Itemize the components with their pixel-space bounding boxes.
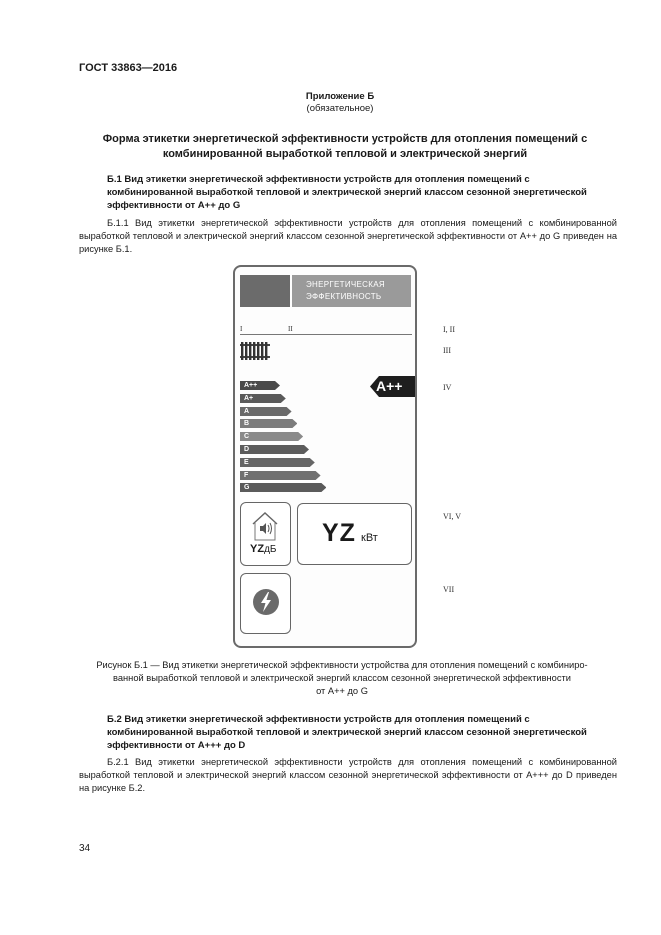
electricity-icon	[252, 588, 280, 616]
power-value: YZ	[322, 519, 356, 547]
scale-label-5: D	[244, 446, 250, 453]
side-mark-2: III	[443, 346, 451, 355]
noise-house-icon	[251, 510, 279, 542]
side-mark-4: VI, V	[443, 512, 462, 521]
section-b2-paragraph: Б.2.1 Вид этикетки энергетической эффективности устройств для отопления помещений с комбинированной выработкой тепловой и электрической энергий классом сезонной энергетической эффективности от А+++ до D приведен на рисунке Б.2.	[79, 757, 617, 793]
scale-label-6: E	[244, 458, 249, 466]
supplier-mark: I	[240, 325, 243, 333]
scale-label-1: A+	[244, 394, 254, 402]
power-unit: кВт	[361, 532, 378, 544]
noise-value: YZдБ	[250, 543, 277, 555]
scale-arrow-6	[240, 458, 315, 467]
scale-arrow-7	[240, 471, 321, 480]
page-number: 34	[79, 843, 91, 854]
scale-label-3: B	[244, 420, 250, 428]
scale-arrow-8	[240, 483, 326, 492]
scale-label-2: A	[244, 407, 250, 415]
standard-number: ГОСТ 33863—2016	[79, 62, 178, 74]
section-b2-heading: Б.2 Вид этикетки энергетической эффективности устройств для отопления помещений с комбинированной выработкой тепловой и электрической энергий классом сезонной энергетической эффективности от А+++ до D	[107, 714, 587, 751]
appendix-title: Приложение Б	[305, 91, 375, 102]
class-indicator-text: A++	[376, 378, 403, 394]
scale-label-8: G	[244, 484, 250, 492]
radiator-icon	[240, 342, 270, 360]
section-b1-heading: Б.1 Вид этикетки энергетической эффективности устройств для отопления помещений с комбинированной выработкой тепловой и электрической энергий классом сезонной энергетической эффективности от А++ до G	[107, 174, 587, 211]
side-mark-1: I, II	[443, 325, 455, 334]
label-header-text: ЭНЕРГЕТИЧЕСКАЯ ЭФФЕКТИВНОСТЬ	[306, 280, 385, 301]
scale-label-7: F	[244, 471, 249, 479]
section-b1-paragraph: Б.1.1 Вид этикетки энергетической эффективности устройств для отопления помещений с комбинированной выработкой тепловой и электрической энергий классом сезонной энергетической эффективности от А++ до G приведен на рисунке Б.1.	[79, 218, 617, 254]
figure-caption: Рисунок Б.1 — Вид этикетки энергетической эффективности устройства для отопления помещений с комбиниро- ванной выработкой тепловой и электрической энергий классом сезонной энергетической эффективности от А++ до G	[96, 660, 588, 696]
appendix-note: (обязательное)	[306, 103, 374, 114]
scale-label-4: C	[244, 433, 250, 441]
label-divider	[240, 334, 412, 335]
side-mark-5: VII	[443, 585, 455, 594]
form-title: Форма этикетки энергетической эффективности устройств для отопления помещений с комбинированной выработкой тепловой и электрической энергий	[102, 133, 588, 160]
side-mark-3: IV	[443, 383, 452, 392]
scale-arrow-5	[240, 445, 309, 454]
model-mark: II	[288, 325, 293, 333]
scale-label-0: A++	[244, 382, 258, 389]
scale-arrow-4	[240, 432, 303, 441]
label-header-flag	[240, 275, 290, 307]
